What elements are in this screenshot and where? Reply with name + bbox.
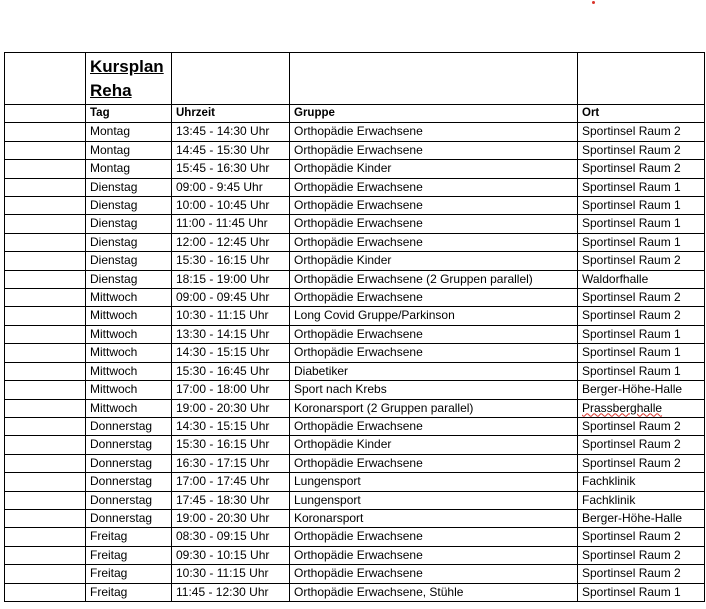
table-row (5, 362, 705, 380)
time-cell: 17:00 - 18:00 Uhr (172, 381, 290, 399)
table-row (5, 399, 705, 417)
place-cell: Sportinsel Raum 2 (578, 528, 705, 546)
table-row (5, 160, 705, 178)
day-cell: Montag (86, 123, 172, 141)
time-cell: 10:00 - 10:45 Uhr (172, 197, 290, 215)
group-cell: Orthopädie Erwachsene (290, 215, 578, 233)
empty-cell (5, 436, 86, 454)
group-cell: Orthopädie Erwachsene (2 Gruppen parallel) (290, 270, 578, 288)
table-row (5, 528, 705, 546)
day-cell: Freitag (86, 528, 172, 546)
table-row (5, 178, 705, 196)
group-cell: Orthopädie Erwachsene (290, 197, 578, 215)
header-group: Gruppe (290, 105, 578, 123)
group-cell: Lungensport (290, 473, 578, 491)
table-row (5, 307, 705, 325)
place-cell: Sportinsel Raum 2 (578, 307, 705, 325)
time-cell: 15:45 - 16:30 Uhr (172, 160, 290, 178)
group-cell: Sport nach Krebs (290, 381, 578, 399)
place-cell: Sportinsel Raum 1 (578, 233, 705, 251)
time-cell: 10:30 - 11:15 Uhr (172, 565, 290, 583)
course-schedule-table (4, 52, 705, 602)
empty-cell (5, 123, 86, 141)
empty-cell (5, 491, 86, 509)
table-row (5, 436, 705, 454)
place-cell: Fachklinik (578, 491, 705, 509)
group-cell: Orthopädie Erwachsene (290, 344, 578, 362)
day-cell: Mittwoch (86, 362, 172, 380)
table-row (5, 344, 705, 362)
time-cell: 14:45 - 15:30 Uhr (172, 141, 290, 159)
place-cell: Sportinsel Raum 2 (578, 252, 705, 270)
group-cell: Koronarsport (2 Gruppen parallel) (290, 399, 578, 417)
empty-cell (5, 454, 86, 472)
time-cell: 09:00 - 09:45 Uhr (172, 289, 290, 307)
empty-cell (5, 252, 86, 270)
day-cell: Montag (86, 141, 172, 159)
day-cell: Mittwoch (86, 344, 172, 362)
empty-cell (578, 53, 705, 105)
group-cell: Orthopädie Erwachsene (290, 178, 578, 196)
empty-cell (5, 270, 86, 288)
day-cell: Mittwoch (86, 325, 172, 343)
place-cell: Sportinsel Raum 2 (578, 141, 705, 159)
table-row (5, 197, 705, 215)
time-cell: 13:45 - 14:30 Uhr (172, 123, 290, 141)
table-row (5, 325, 705, 343)
time-cell: 17:45 - 18:30 Uhr (172, 491, 290, 509)
day-cell: Mittwoch (86, 399, 172, 417)
group-cell: Orthopädie Kinder (290, 252, 578, 270)
empty-cell (172, 53, 290, 105)
time-cell: 11:00 - 11:45 Uhr (172, 215, 290, 233)
day-cell: Freitag (86, 546, 172, 564)
title-cell (86, 53, 172, 105)
day-cell: Mittwoch (86, 289, 172, 307)
empty-cell (5, 307, 86, 325)
group-cell: Orthopädie Kinder (290, 160, 578, 178)
empty-cell (5, 289, 86, 307)
time-cell: 15:30 - 16:15 Uhr (172, 436, 290, 454)
place-cell: Sportinsel Raum 1 (578, 178, 705, 196)
place-cell: Sportinsel Raum 2 (578, 417, 705, 435)
empty-cell (5, 565, 86, 583)
page-title: Kursplan Reha (90, 57, 164, 100)
group-cell: Orthopädie Erwachsene (290, 325, 578, 343)
empty-cell (5, 546, 86, 564)
empty-cell (5, 233, 86, 251)
group-cell: Koronarsport (290, 509, 578, 527)
group-cell: Orthopädie Erwachsene (290, 123, 578, 141)
time-cell: 09:00 - 9:45 Uhr (172, 178, 290, 196)
time-cell: 11:45 - 12:30 Uhr (172, 583, 290, 601)
time-cell: 10:30 - 11:15 Uhr (172, 307, 290, 325)
group-cell: Orthopädie Erwachsene (290, 565, 578, 583)
table-row (5, 565, 705, 583)
group-cell: Orthopädie Erwachsene (290, 233, 578, 251)
table-row (5, 417, 705, 435)
spellcheck-dot (592, 1, 595, 4)
place-cell: Berger-Höhe-Halle (578, 509, 705, 527)
place-cell: Sportinsel Raum 1 (578, 215, 705, 233)
time-cell: 15:30 - 16:45 Uhr (172, 362, 290, 380)
place-cell: Sportinsel Raum 2 (578, 436, 705, 454)
empty-cell (5, 473, 86, 491)
table-row (5, 509, 705, 527)
day-cell: Dienstag (86, 197, 172, 215)
header-time: Uhrzeit (172, 105, 290, 123)
day-cell: Dienstag (86, 233, 172, 251)
day-cell: Freitag (86, 565, 172, 583)
group-cell: Orthopädie Erwachsene (290, 417, 578, 435)
empty-cell (5, 344, 86, 362)
title-row (5, 53, 705, 105)
empty-cell (5, 160, 86, 178)
empty-cell (290, 53, 578, 105)
day-cell: Mittwoch (86, 307, 172, 325)
table-row (5, 454, 705, 472)
place-cell: Sportinsel Raum 1 (578, 325, 705, 343)
empty-cell (5, 141, 86, 159)
time-cell: 19:00 - 20:30 Uhr (172, 509, 290, 527)
header-day: Tag (86, 105, 172, 123)
table-row (5, 491, 705, 509)
time-cell: 17:00 - 17:45 Uhr (172, 473, 290, 491)
empty-cell (5, 528, 86, 546)
day-cell: Donnerstag (86, 454, 172, 472)
time-cell: 09:30 - 10:15 Uhr (172, 546, 290, 564)
table-row (5, 381, 705, 399)
table-row (5, 270, 705, 288)
place-cell: Sportinsel Raum 2 (578, 454, 705, 472)
group-cell: Orthopädie Erwachsene (290, 528, 578, 546)
group-cell: Orthopädie Kinder (290, 436, 578, 454)
table-row (5, 233, 705, 251)
place-cell: Sportinsel Raum 2 (578, 289, 705, 307)
group-cell: Lungensport (290, 491, 578, 509)
time-cell: 15:30 - 16:15 Uhr (172, 252, 290, 270)
group-cell: Orthopädie Erwachsene (290, 289, 578, 307)
place-cell: Sportinsel Raum 1 (578, 583, 705, 601)
day-cell: Dienstag (86, 252, 172, 270)
time-cell: 16:30 - 17:15 Uhr (172, 454, 290, 472)
place-cell: Sportinsel Raum 2 (578, 160, 705, 178)
group-cell: Orthopädie Erwachsene (290, 546, 578, 564)
empty-cell (5, 197, 86, 215)
place-cell (578, 399, 705, 417)
empty-cell (5, 215, 86, 233)
table-row (5, 252, 705, 270)
day-cell: Donnerstag (86, 436, 172, 454)
day-cell: Dienstag (86, 270, 172, 288)
table-row (5, 583, 705, 601)
empty-cell (5, 417, 86, 435)
place-cell: Sportinsel Raum 1 (578, 197, 705, 215)
time-cell: 14:30 - 15:15 Uhr (172, 344, 290, 362)
time-cell: 18:15 - 19:00 Uhr (172, 270, 290, 288)
place-cell: Sportinsel Raum 2 (578, 565, 705, 583)
time-cell: 14:30 - 15:15 Uhr (172, 417, 290, 435)
empty-cell (5, 325, 86, 343)
empty-cell (5, 105, 86, 123)
day-cell: Mittwoch (86, 381, 172, 399)
day-cell: Donnerstag (86, 417, 172, 435)
group-cell: Long Covid Gruppe/Parkinson (290, 307, 578, 325)
table-row (5, 141, 705, 159)
group-cell: Orthopädie Erwachsene (290, 454, 578, 472)
place-cell: Sportinsel Raum 1 (578, 362, 705, 380)
time-cell: 19:00 - 20:30 Uhr (172, 399, 290, 417)
header-row (5, 105, 705, 123)
empty-cell (5, 583, 86, 601)
empty-cell (5, 509, 86, 527)
time-cell: 12:00 - 12:45 Uhr (172, 233, 290, 251)
group-cell: Orthopädie Erwachsene (290, 141, 578, 159)
place-cell: Waldorfhalle (578, 270, 705, 288)
day-cell: Dienstag (86, 215, 172, 233)
table-row (5, 473, 705, 491)
empty-cell (5, 399, 86, 417)
table-row (5, 123, 705, 141)
day-cell: Donnerstag (86, 509, 172, 527)
time-cell: 13:30 - 14:15 Uhr (172, 325, 290, 343)
day-cell: Montag (86, 160, 172, 178)
spellcheck-underlined-text: Prassberghalle (582, 400, 663, 415)
header-place: Ort (578, 105, 705, 123)
table-row (5, 215, 705, 233)
empty-cell (5, 178, 86, 196)
empty-cell (5, 53, 86, 105)
place-cell: Sportinsel Raum 1 (578, 344, 705, 362)
empty-cell (5, 381, 86, 399)
place-cell: Fachklinik (578, 473, 705, 491)
group-cell: Orthopädie Erwachsene, Stühle (290, 583, 578, 601)
place-cell: Sportinsel Raum 2 (578, 123, 705, 141)
group-cell: Diabetiker (290, 362, 578, 380)
table-row (5, 289, 705, 307)
time-cell: 08:30 - 09:15 Uhr (172, 528, 290, 546)
place-cell: Sportinsel Raum 2 (578, 546, 705, 564)
empty-cell (5, 362, 86, 380)
day-cell: Dienstag (86, 178, 172, 196)
day-cell: Freitag (86, 583, 172, 601)
day-cell: Donnerstag (86, 473, 172, 491)
table-row (5, 546, 705, 564)
day-cell: Donnerstag (86, 491, 172, 509)
place-cell: Berger-Höhe-Halle (578, 381, 705, 399)
